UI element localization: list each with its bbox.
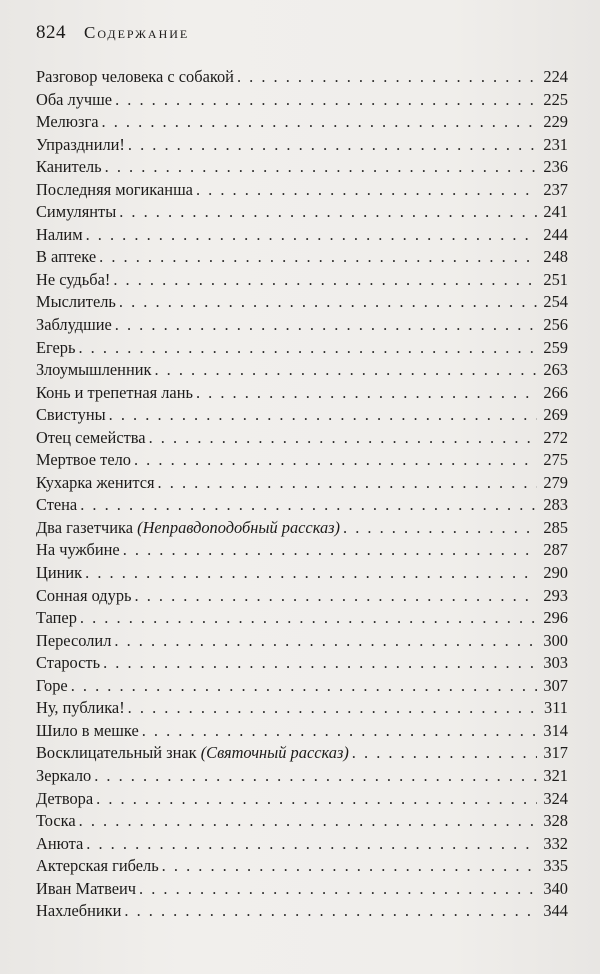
toc-entry (36, 562, 568, 585)
toc-entry-title-text: Тоска (36, 811, 76, 831)
toc-entry-page: 314 (543, 720, 568, 740)
toc-entry-title-text: Кухарка женится (36, 472, 155, 492)
toc-entry-title (36, 134, 125, 157)
toc-entry-title (36, 833, 83, 856)
table-of-contents (36, 66, 568, 923)
toc-entry-title (36, 562, 82, 585)
toc-entry (36, 742, 568, 765)
dot-leader (237, 66, 537, 89)
toc-entry-title-text: На чужбине (36, 540, 120, 560)
toc-entry-page: 231 (543, 134, 568, 154)
dot-leader (114, 630, 537, 653)
toc-entry-title (36, 246, 96, 269)
toc-entry (36, 382, 568, 405)
toc-entry-title (36, 607, 77, 630)
toc-entry-title (36, 585, 132, 608)
toc-entry-title-text: Мелюзга (36, 112, 99, 132)
toc-entry (36, 494, 568, 517)
toc-entry-title (36, 765, 91, 788)
dot-leader (149, 427, 537, 450)
dot-leader (142, 720, 537, 743)
toc-entry-title (36, 404, 106, 427)
dot-leader (80, 494, 537, 517)
toc-entry-title-text: Стена (36, 495, 78, 515)
toc-entry-page: 321 (543, 765, 568, 785)
toc-entry (36, 179, 568, 202)
toc-entry-page: 283 (543, 495, 568, 515)
toc-entry-page: 275 (543, 450, 568, 470)
toc-entry-title (36, 630, 111, 653)
toc-entry-page: 256 (543, 315, 568, 335)
toc-entry (36, 291, 568, 314)
toc-entry (36, 224, 568, 247)
toc-entry (36, 427, 568, 450)
toc-entry-title-text: Анюта (36, 833, 84, 853)
toc-entry-title-text: Циник (36, 563, 83, 583)
toc-entry-title (36, 224, 83, 247)
toc-entry-title-text: В аптеке (36, 247, 97, 267)
dot-leader (162, 855, 537, 878)
dot-leader (80, 607, 537, 630)
toc-entry (36, 517, 568, 540)
toc-entry-title (36, 900, 121, 923)
dot-leader (78, 337, 537, 360)
toc-entry (36, 833, 568, 856)
toc-entry-title-text: Оба лучше (36, 89, 113, 109)
toc-entry (36, 134, 568, 157)
toc-entry-title-text: Не судьба! (36, 269, 111, 289)
dot-leader (124, 900, 537, 923)
toc-entry-title-text: Отец семейства (36, 427, 146, 447)
toc-entry-page: 229 (543, 112, 568, 132)
toc-entry-title (36, 855, 159, 878)
toc-entry-title-text: Конь и трепетная лань (36, 382, 193, 402)
toc-entry (36, 810, 568, 833)
dot-leader (115, 89, 537, 112)
toc-entry-page: 311 (544, 698, 568, 718)
dot-leader (94, 765, 537, 788)
dot-leader (86, 833, 537, 856)
toc-entry-title (36, 720, 139, 743)
toc-entry-title-text: Заблудшие (36, 315, 112, 335)
toc-entry-title-text: Старость (36, 653, 101, 673)
running-head: Содержание (84, 23, 190, 42)
dot-leader (102, 111, 537, 134)
toc-entry-title (36, 269, 110, 292)
toc-entry-title (36, 314, 112, 337)
toc-entry-title-text: Мертвое тело (36, 450, 131, 470)
toc-entry-title (36, 517, 340, 540)
toc-entry (36, 337, 568, 360)
toc-entry-subtitle: (Неправдоподобный рассказ) (137, 517, 341, 537)
toc-entry-page: 269 (543, 405, 568, 425)
toc-entry-title (36, 472, 155, 495)
toc-entry-page: 236 (543, 157, 568, 177)
toc-entry-title-text: Иван Матвеич (36, 878, 137, 898)
toc-entry-title-text: Разговор человека с собакой (36, 67, 234, 86)
toc-entry-subtitle: (Святочный рассказ) (200, 743, 349, 763)
toc-entry-title-text: Канитель (36, 157, 102, 177)
toc-entry (36, 246, 568, 269)
toc-entry-page: 300 (543, 630, 568, 650)
toc-entry-title-text: Последняя могиканша (36, 179, 193, 199)
toc-entry-title-text: Свистуны (36, 405, 106, 425)
toc-entry-title (36, 449, 131, 472)
toc-entry-title-text: Нахлебники (36, 901, 122, 921)
toc-entry-title (36, 427, 146, 450)
toc-entry (36, 314, 568, 337)
toc-entry-title (36, 697, 125, 720)
dot-leader (352, 742, 537, 765)
toc-entry-title (36, 652, 100, 675)
toc-entry-title-text: Тапер (36, 608, 77, 628)
toc-entry-page: 225 (543, 89, 568, 109)
toc-entry-page: 237 (543, 179, 568, 199)
toc-entry-title (36, 742, 349, 765)
toc-entry-title (36, 810, 76, 833)
toc-entry-page: 254 (543, 292, 568, 312)
toc-entry-title (36, 179, 193, 202)
toc-entry-page: 251 (543, 269, 568, 289)
toc-entry-page: 248 (543, 247, 568, 267)
toc-entry-page: 287 (543, 540, 568, 560)
toc-entry-title (36, 359, 151, 382)
toc-entry-title-text: Злоумышленник (36, 360, 152, 380)
toc-entry-title-text: Пересолил (36, 630, 112, 650)
toc-entry (36, 878, 568, 901)
toc-entry-title-text: Сонная одурь (36, 585, 132, 605)
toc-entry (36, 359, 568, 382)
toc-entry (36, 472, 568, 495)
toc-entry (36, 675, 568, 698)
toc-entry-title-text: Актерская гибель (36, 856, 159, 876)
dot-leader (123, 539, 537, 562)
page-number: 824 (36, 22, 66, 43)
toc-entry (36, 201, 568, 224)
dot-leader (103, 652, 537, 675)
toc-entry (36, 652, 568, 675)
toc-entry-title (36, 494, 77, 517)
toc-entry-title-text: Детвора (36, 788, 94, 808)
toc-entry-page: 285 (543, 517, 568, 537)
toc-entry-title-text: Упразднили! (36, 134, 125, 154)
toc-entry-page: 266 (543, 382, 568, 402)
toc-entry-title-text: Егерь (36, 337, 76, 357)
toc-entry-page: 279 (543, 472, 568, 492)
toc-entry (36, 404, 568, 427)
toc-entry-page: 241 (543, 202, 568, 222)
dot-leader (139, 878, 537, 901)
dot-leader (96, 788, 537, 811)
toc-entry-page: 296 (543, 608, 568, 628)
toc-entry (36, 630, 568, 653)
dot-leader (71, 675, 537, 698)
dot-leader (128, 134, 537, 157)
toc-entry-title-text: Симулянты (36, 202, 117, 222)
toc-entry-title (36, 382, 193, 405)
dot-leader (135, 585, 537, 608)
toc-entry-title-text: Зеркало (36, 765, 92, 785)
toc-entry-title-text: Шило в мешке (36, 720, 139, 740)
toc-entry-page: 340 (543, 878, 568, 898)
toc-entry (36, 269, 568, 292)
dot-leader (86, 224, 537, 247)
toc-entry-page: 335 (543, 856, 568, 876)
toc-entry (36, 788, 568, 811)
dot-leader (113, 269, 537, 292)
dot-leader (119, 201, 537, 224)
toc-entry-page: 307 (543, 675, 568, 695)
dot-leader (105, 156, 537, 179)
toc-entry (36, 607, 568, 630)
dot-leader (79, 810, 537, 833)
toc-entry-page: 293 (543, 585, 568, 605)
dot-leader (343, 517, 537, 540)
toc-entry-title (36, 878, 136, 901)
toc-entry (36, 111, 568, 134)
dot-leader (154, 359, 537, 382)
page-header (36, 22, 189, 46)
toc-entry (36, 66, 568, 89)
toc-entry-title-text: Налим (36, 224, 83, 244)
toc-entry-page: 332 (543, 833, 568, 853)
toc-entry-page: 328 (543, 811, 568, 831)
toc-entry-title (36, 66, 234, 89)
dot-leader (119, 291, 537, 314)
toc-entry (36, 697, 568, 720)
toc-entry-title (36, 89, 112, 112)
toc-entry-page: 244 (543, 224, 568, 244)
dot-leader (134, 449, 537, 472)
toc-entry-title-text: Ну, публика! (36, 698, 125, 718)
toc-entry-title (36, 111, 99, 134)
toc-entry-title-text: Два газетчика (36, 517, 133, 537)
toc-entry-title-text: Мыслитель (36, 292, 116, 312)
toc-entry-page: 303 (543, 653, 568, 673)
toc-entry-page: 344 (543, 901, 568, 921)
toc-entry-page: 290 (543, 563, 568, 583)
toc-entry (36, 449, 568, 472)
toc-entry (36, 156, 568, 179)
toc-entry-title (36, 337, 75, 360)
dot-leader (158, 472, 537, 495)
dot-leader (196, 179, 537, 202)
toc-entry-page: 324 (543, 788, 568, 808)
toc-entry-title (36, 156, 102, 179)
dot-leader (196, 382, 537, 405)
toc-entry-title-text: Восклицательный знак (36, 743, 197, 763)
toc-entry (36, 855, 568, 878)
toc-entry (36, 585, 568, 608)
toc-entry-title (36, 291, 116, 314)
toc-entry (36, 539, 568, 562)
toc-entry-page: 317 (543, 743, 568, 763)
toc-entry (36, 89, 568, 112)
dot-leader (109, 404, 537, 427)
toc-entry (36, 765, 568, 788)
toc-entry-page: 224 (543, 67, 568, 86)
toc-entry-page: 263 (543, 360, 568, 380)
toc-entry (36, 720, 568, 743)
dot-leader (85, 562, 537, 585)
dot-leader (128, 697, 537, 720)
toc-entry-title (36, 201, 116, 224)
toc-entry-title (36, 788, 93, 811)
toc-entry-page: 259 (543, 337, 568, 357)
toc-entry-title (36, 675, 68, 698)
toc-entry (36, 900, 568, 923)
toc-entry-title (36, 539, 120, 562)
dot-leader (115, 314, 537, 337)
toc-entry-title-text: Горе (36, 675, 68, 695)
dot-leader (99, 246, 537, 269)
toc-entry-page: 272 (543, 427, 568, 447)
